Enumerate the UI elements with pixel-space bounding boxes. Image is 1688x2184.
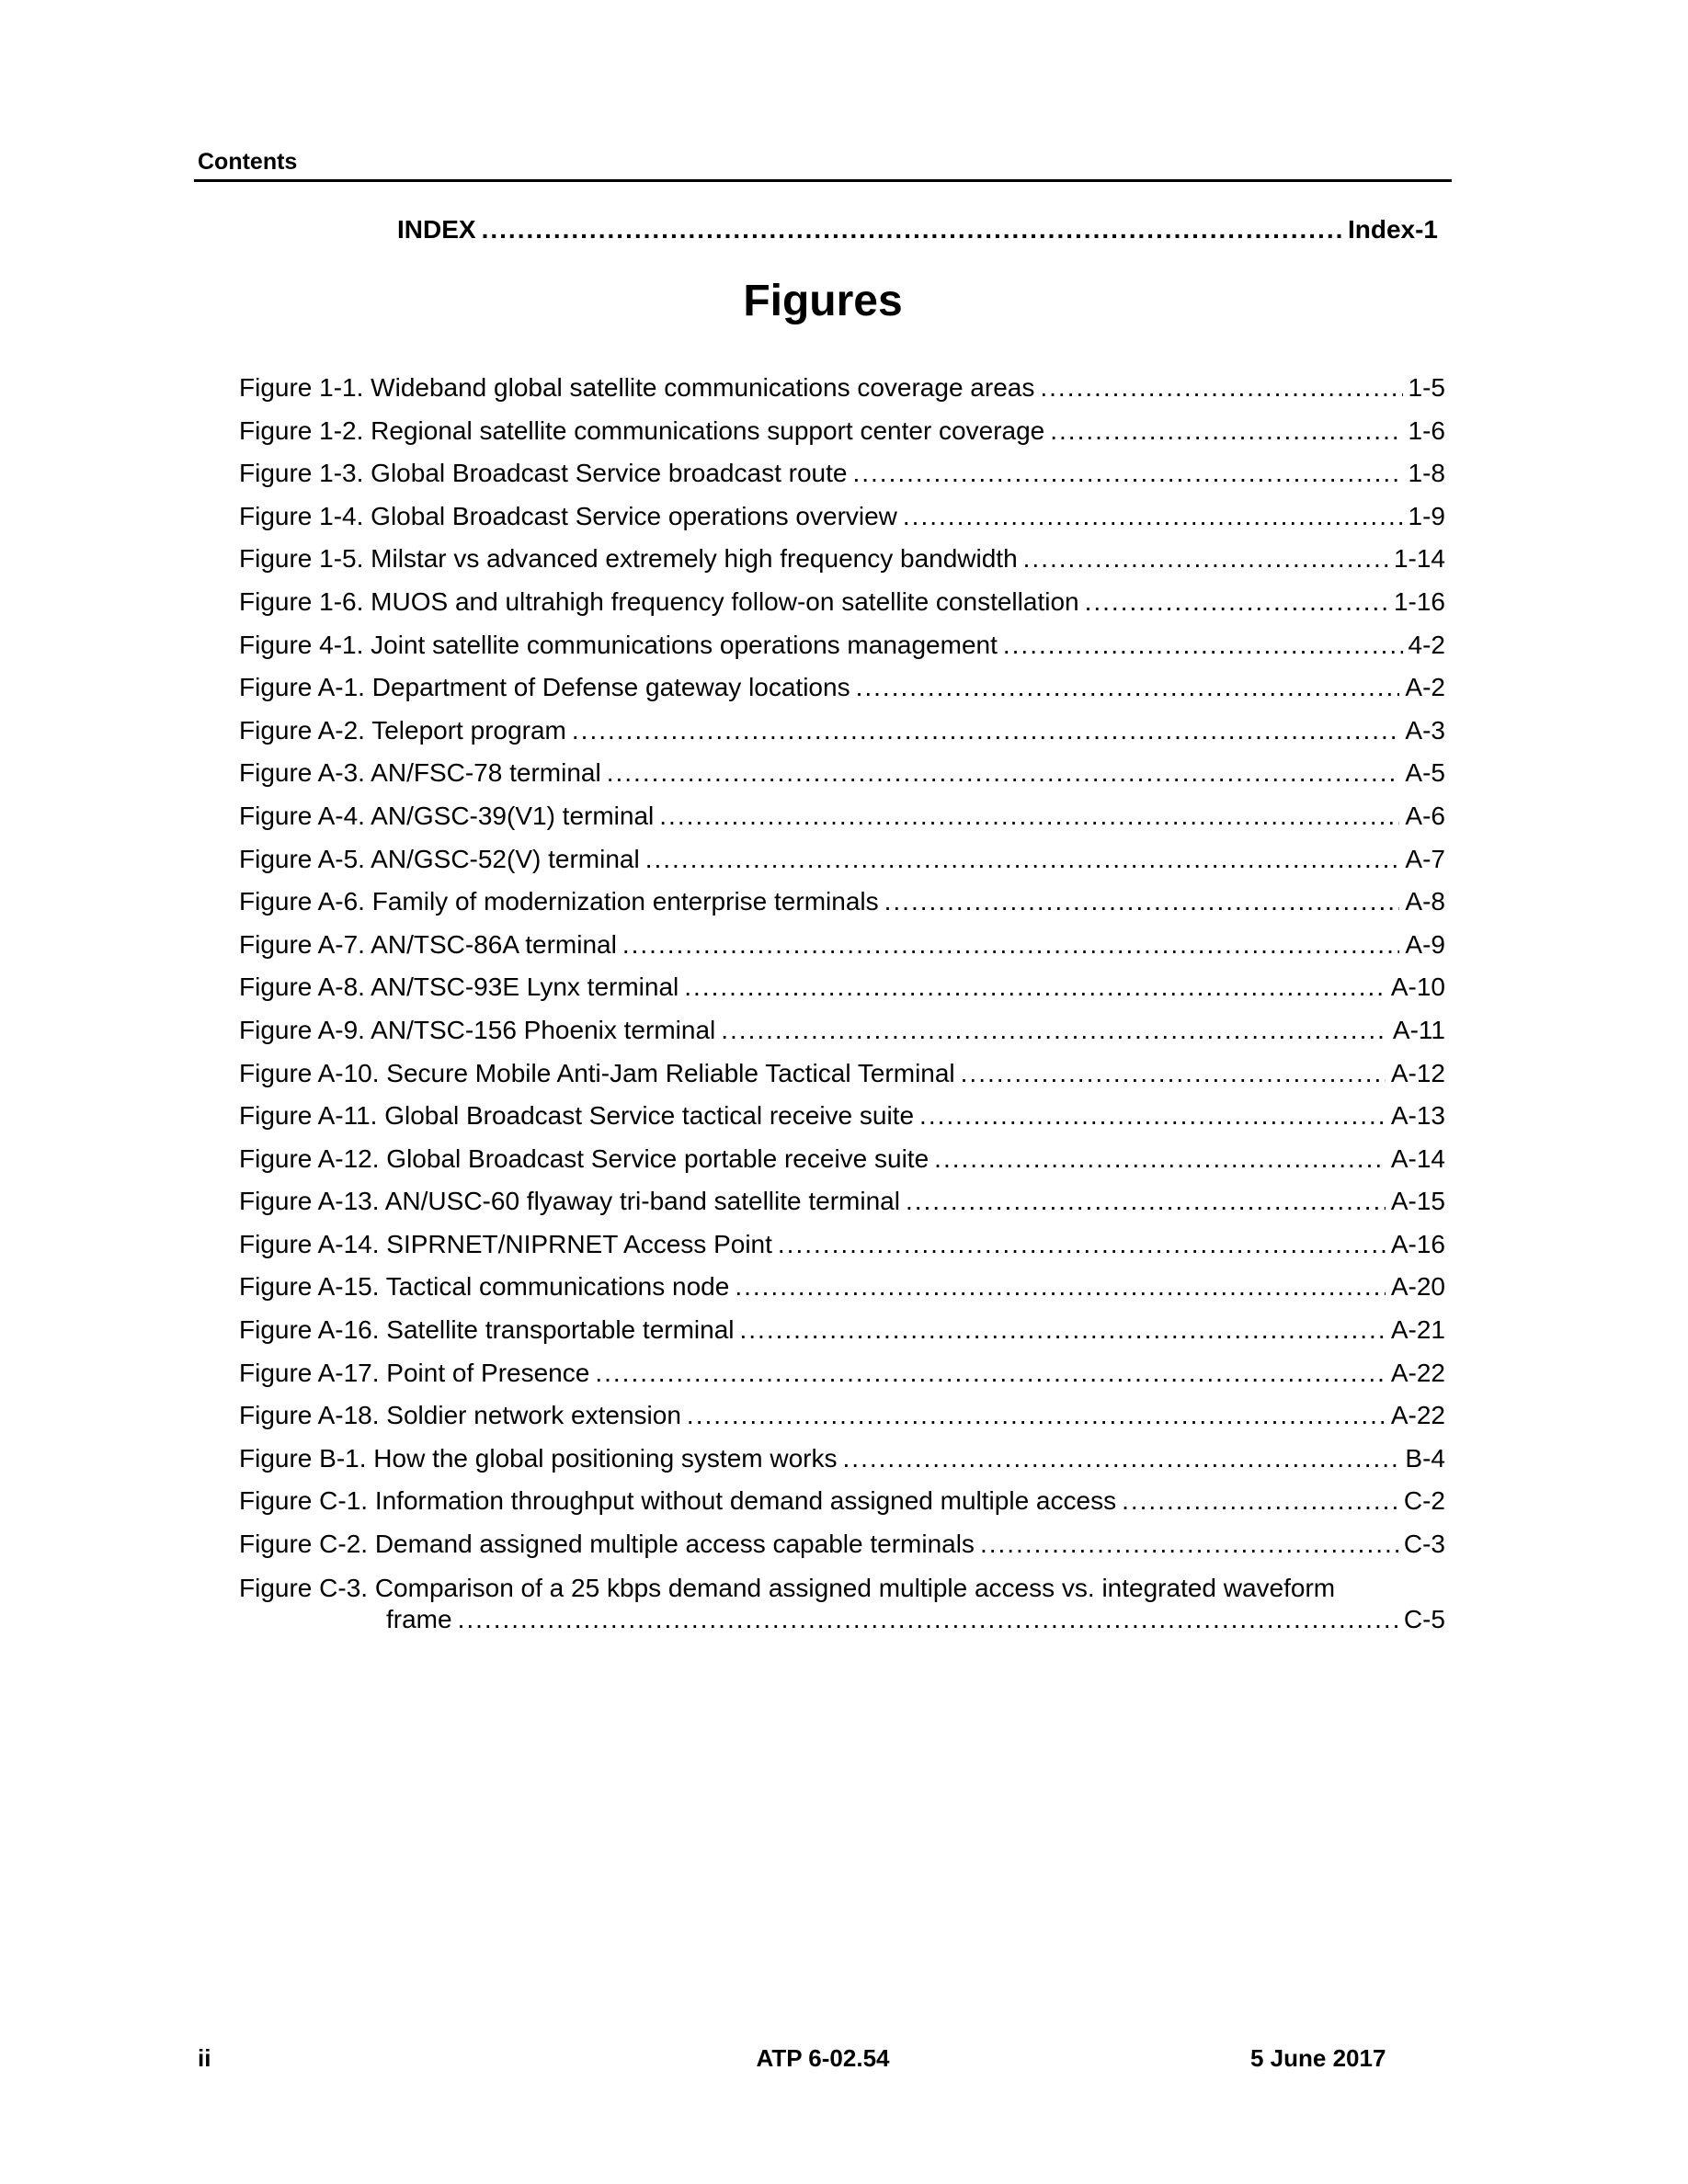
figure-page: A-14 [1390, 1143, 1445, 1173]
figure-page: C-3 [1403, 1530, 1445, 1559]
dot-leader [1085, 587, 1388, 617]
figure-entry[interactable] [239, 1530, 1445, 1573]
figure-entry[interactable] [239, 544, 1445, 587]
dot-leader [684, 973, 1386, 1002]
figure-label: Figure 1-5. Milstar vs advanced extremely high frequency bandwidth [239, 544, 1018, 574]
figure-label: Figure A-12. Global Broadcast Service portable receive suite [239, 1143, 930, 1173]
dot-leader [980, 1530, 1398, 1559]
index-entry-page: Index-1 [1347, 215, 1438, 244]
figure-label: Figure A-13. AN/USC-60 flyaway tri-band satellite terminal [239, 1187, 900, 1216]
figure-page: 1-5 [1408, 373, 1445, 402]
dot-leader [843, 1444, 1400, 1473]
figure-page: 1-6 [1408, 415, 1445, 445]
dot-leader [595, 1359, 1386, 1388]
figure-entry[interactable] [239, 1059, 1445, 1102]
figure-label: Figure A-17. Point of Presence [239, 1358, 590, 1387]
dot-leader [1003, 631, 1403, 660]
footer-document-id: ATP 6-02.54 [756, 2044, 890, 2072]
figure-label: Figure A-10. Secure Mobile Anti-Jam Reliable Tactical Terminal [239, 1058, 955, 1087]
figure-label: Figure A-1. Department of Defense gateway locations [239, 673, 850, 702]
dot-leader [645, 845, 1400, 874]
dot-leader [607, 758, 1400, 788]
running-head: Contents [198, 149, 298, 175]
footer-date: 5 June 2017 [1250, 2044, 1386, 2072]
figure-page: A-22 [1390, 1401, 1445, 1430]
figure-label: Figure A-5. AN/GSC-52(V) terminal [239, 844, 640, 873]
dot-leader [903, 502, 1403, 531]
figure-page: A-7 [1405, 844, 1445, 873]
figure-label: Figure A-2. Teleport program [239, 715, 566, 745]
figure-entry[interactable] [239, 758, 1445, 802]
figure-label: Figure A-11. Global Broadcast Service tactical receive suite [239, 1101, 915, 1131]
figure-label: Figure A-14. SIPRNET/NIPRNET Access Point [239, 1229, 772, 1258]
figure-entry[interactable] [239, 930, 1445, 973]
dot-leader [856, 673, 1400, 702]
figure-label: Figure B-1. How the global positioning system works [239, 1443, 838, 1473]
dot-leader [961, 1059, 1386, 1088]
figure-label-line2: frame [386, 1604, 452, 1633]
figure-page: A-22 [1390, 1358, 1445, 1387]
dot-leader [740, 1315, 1386, 1345]
dot-leader [778, 1230, 1386, 1259]
section-title: Figures [743, 277, 903, 325]
figure-entry[interactable] [239, 1230, 1445, 1273]
figure-page: C-2 [1403, 1486, 1445, 1516]
figure-label: Figure 1-1. Wideband global satellite communications coverage areas [239, 373, 1035, 402]
dot-leader [919, 1101, 1386, 1131]
figure-entry[interactable] [239, 1359, 1445, 1402]
figure-entry[interactable] [239, 1101, 1445, 1144]
figure-page: B-4 [1405, 1443, 1445, 1473]
figure-label: Figure A-9. AN/TSC-156 Phoenix terminal [239, 1015, 716, 1044]
figure-entry[interactable] [239, 631, 1445, 674]
dot-leader [659, 802, 1399, 831]
dot-leader [622, 930, 1400, 960]
figure-label: Figure C-1. Information throughput without demand assigned multiple access [239, 1486, 1117, 1516]
figure-entry[interactable] [239, 373, 1445, 416]
figure-label-line1: Figure C-3. Comparison of a 25 kbps demand assigned multiple access vs. integrated waveform [239, 1573, 1336, 1602]
figure-page: 4-2 [1408, 630, 1445, 659]
dot-leader [458, 1604, 1398, 1635]
figure-entry[interactable] [239, 673, 1445, 716]
figure-entry[interactable] [239, 973, 1445, 1016]
figure-page: A-3 [1405, 715, 1445, 745]
figure-entry[interactable] [239, 1187, 1445, 1230]
figure-page: 1-14 [1393, 544, 1445, 574]
figure-label: Figure A-15. Tactical communications node [239, 1272, 730, 1302]
figure-entry[interactable] [239, 1401, 1445, 1444]
dot-leader [482, 215, 1342, 245]
figure-entry[interactable] [239, 459, 1445, 502]
dot-leader [1023, 544, 1388, 574]
figure-page: A-10 [1390, 973, 1445, 1002]
figure-label: Figure 4-1. Joint satellite communications operations management [239, 630, 998, 659]
index-entry[interactable] [397, 215, 1438, 245]
dot-leader [572, 716, 1400, 745]
footer-page-number: ii [198, 2044, 211, 2072]
figure-entry[interactable] [239, 1144, 1445, 1188]
figure-label: Figure A-8. AN/TSC-93E Lynx terminal [239, 973, 679, 1002]
figure-entry[interactable] [239, 1486, 1445, 1530]
figure-entry[interactable] [239, 587, 1445, 631]
figure-label: Figure A-7. AN/TSC-86A terminal [239, 929, 617, 959]
index-entry-label: INDEX [397, 215, 476, 244]
figure-page: A-9 [1405, 929, 1445, 959]
figure-page: A-16 [1390, 1229, 1445, 1258]
figure-entry[interactable] [239, 802, 1445, 845]
figure-page: A-12 [1390, 1058, 1445, 1087]
dot-leader [906, 1187, 1386, 1216]
dot-leader [1040, 373, 1402, 403]
figure-label: Figure A-16. Satellite transportable terminal [239, 1315, 735, 1345]
figure-page: 1-8 [1408, 459, 1445, 488]
figure-label: Figure A-18. Soldier network extension [239, 1401, 681, 1430]
figure-label: Figure 1-6. MUOS and ultrahigh frequency follow-on satellite constellation [239, 586, 1079, 616]
figure-entry[interactable] [239, 1016, 1445, 1059]
figure-label: Figure 1-4. Global Broadcast Service operations overview [239, 501, 897, 530]
figure-entry-wrapped[interactable] [239, 1573, 1445, 1635]
figure-label: Figure A-3. AN/FSC-78 terminal [239, 758, 601, 788]
figure-page: A-5 [1405, 758, 1445, 788]
dot-leader [1050, 416, 1402, 446]
dot-leader [735, 1272, 1386, 1302]
figure-label-continuation [239, 1604, 1445, 1635]
list-of-figures [239, 373, 1445, 1635]
header-rule [194, 179, 1452, 182]
dot-leader [721, 1016, 1387, 1045]
figure-page: A-13 [1390, 1101, 1445, 1131]
figure-page: A-11 [1392, 1015, 1445, 1044]
figure-label: Figure C-2. Demand assigned multiple access capable terminals [239, 1530, 975, 1559]
figure-entry[interactable] [239, 416, 1445, 460]
figure-page: 1-16 [1393, 586, 1445, 616]
figure-page: A-2 [1405, 673, 1445, 702]
figure-entry[interactable] [239, 1272, 1445, 1315]
figure-page: A-8 [1405, 887, 1445, 916]
dot-leader [687, 1401, 1386, 1430]
figure-page: C-5 [1403, 1604, 1445, 1633]
figure-label: Figure A-4. AN/GSC-39(V1) terminal [239, 801, 655, 830]
figure-page: A-6 [1405, 801, 1445, 830]
dot-leader [1122, 1486, 1398, 1516]
figure-page: 1-9 [1408, 501, 1445, 530]
figure-entry[interactable] [239, 887, 1445, 930]
figure-entry[interactable] [239, 502, 1445, 545]
figure-label: Figure 1-3. Global Broadcast Service broadcast route [239, 459, 848, 488]
figure-page: A-15 [1390, 1187, 1445, 1216]
figure-entry[interactable] [239, 845, 1445, 888]
dot-leader [852, 459, 1402, 488]
figure-page: A-20 [1390, 1272, 1445, 1302]
figure-label: Figure A-6. Family of modernization enterprise terminals [239, 887, 879, 916]
figure-entry[interactable] [239, 1315, 1445, 1359]
dot-leader [884, 887, 1400, 916]
figure-entry[interactable] [239, 1444, 1445, 1487]
figure-page: A-21 [1390, 1315, 1445, 1345]
figure-label: Figure 1-2. Regional satellite communications support center coverage [239, 415, 1045, 445]
dot-leader [934, 1144, 1386, 1174]
figure-entry[interactable] [239, 716, 1445, 759]
